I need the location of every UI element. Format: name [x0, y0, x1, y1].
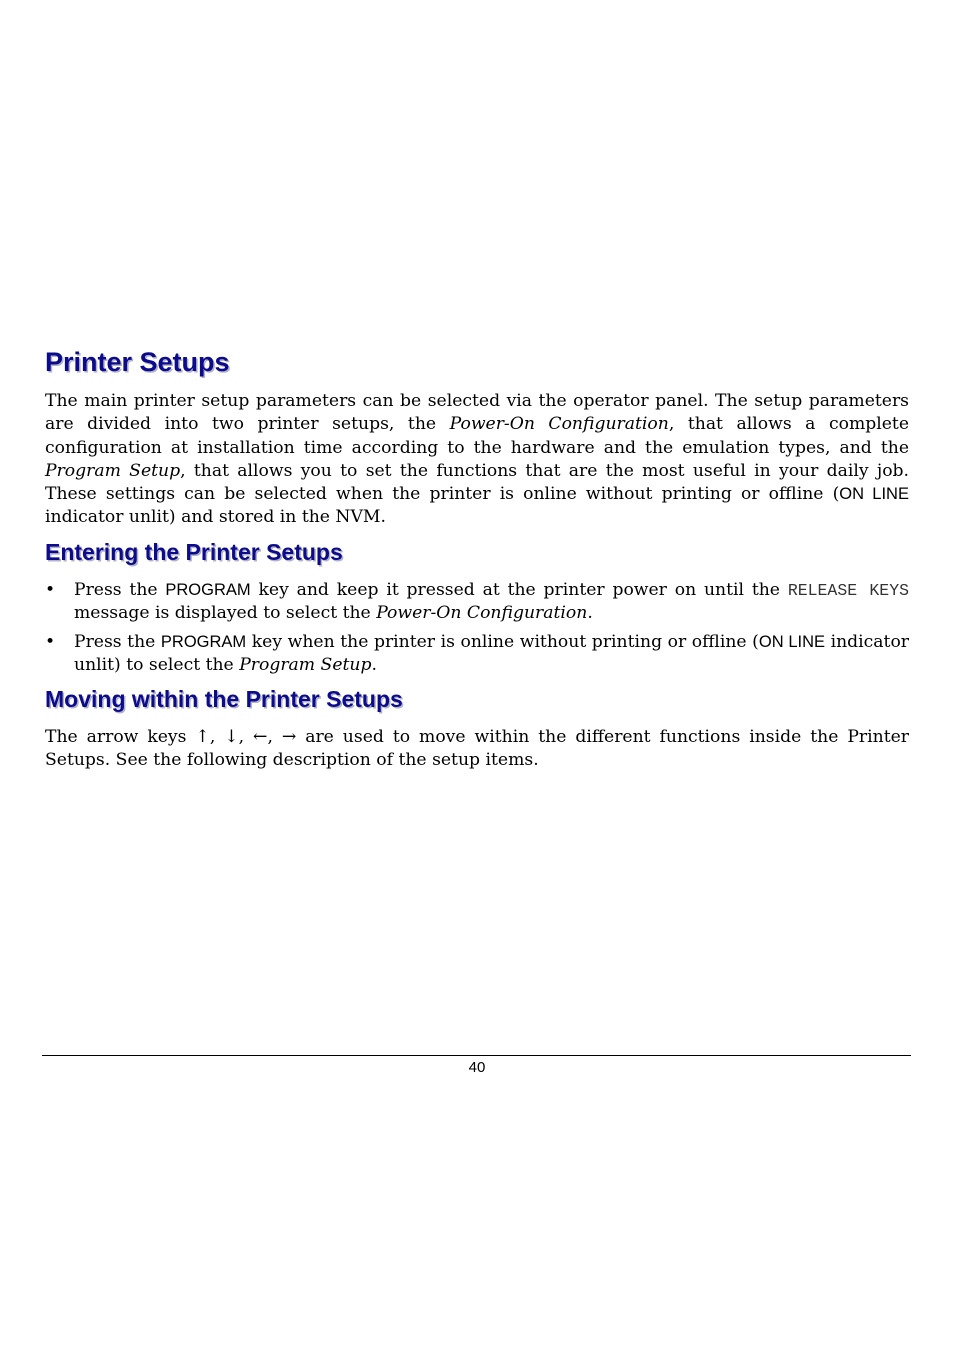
program-setup-term: Program Setup	[239, 654, 372, 675]
bullet1-text-4: .	[587, 603, 593, 624]
program-key-label: PROGRAM	[165, 581, 251, 599]
power-on-configuration-term: Power-On Configuration	[376, 603, 588, 624]
on-line-key-label: ON LINE	[839, 485, 909, 504]
intro-text-2: , that allows a complete configuration at installation time according to the hardware and the emulation types, and the	[45, 414, 909, 458]
page-number: 40	[468, 1059, 486, 1076]
list-item	[45, 579, 909, 626]
moving-paragraph: The arrow keys ↑, ↓, ←, → are used to move within the different functions inside the Printer Setups. See the following description of the setup items.	[45, 727, 909, 771]
program-key-label: PROGRAM	[160, 632, 247, 651]
bullet-icon: •	[45, 580, 56, 600]
intro-text-1: The main printer setup parameters can be selected via the operator panel. The setup parameters are divided into two printer setups, the	[45, 391, 909, 435]
section-heading-entering: Entering the Printer Setups	[45, 539, 343, 565]
power-on-configuration-term: Power-On Configuration	[449, 414, 669, 435]
program-setup-term: Program Setup	[45, 460, 181, 481]
bullet2-text-2: key when the printer is online without printing or offline (	[246, 631, 759, 652]
bullet1-text-3: message is displayed to select the	[74, 603, 377, 624]
bullet2-text-1: Press the	[74, 631, 161, 652]
intro-paragraph	[45, 390, 909, 530]
bullet1-text-1: Press the	[74, 580, 166, 600]
intro-text-3: , that allows you to set the functions that are the most useful in your daily job. These settings can be selected when the printer is online without printing or offline (	[45, 460, 910, 505]
bullet-icon: •	[45, 631, 56, 652]
footer-divider	[42, 1055, 911, 1056]
on-line-key-label: ON LINE	[758, 632, 826, 651]
section-heading-moving: Moving within the Printer Setups	[45, 686, 403, 712]
release-keys-message: RELEASE KEYS	[787, 581, 909, 600]
bullet2-text-4: .	[371, 654, 377, 675]
intro-text-4: indicator unlit) and stored in the NVM.	[45, 507, 386, 528]
page-title: Printer Setups	[45, 347, 230, 377]
entering-bullet-list	[45, 579, 909, 682]
bullet1-text-2: key and keep it pressed at the printer power on until the	[250, 580, 788, 600]
list-item	[45, 631, 909, 678]
bullet2-text-3: indicator unlit) to select the	[74, 631, 910, 675]
